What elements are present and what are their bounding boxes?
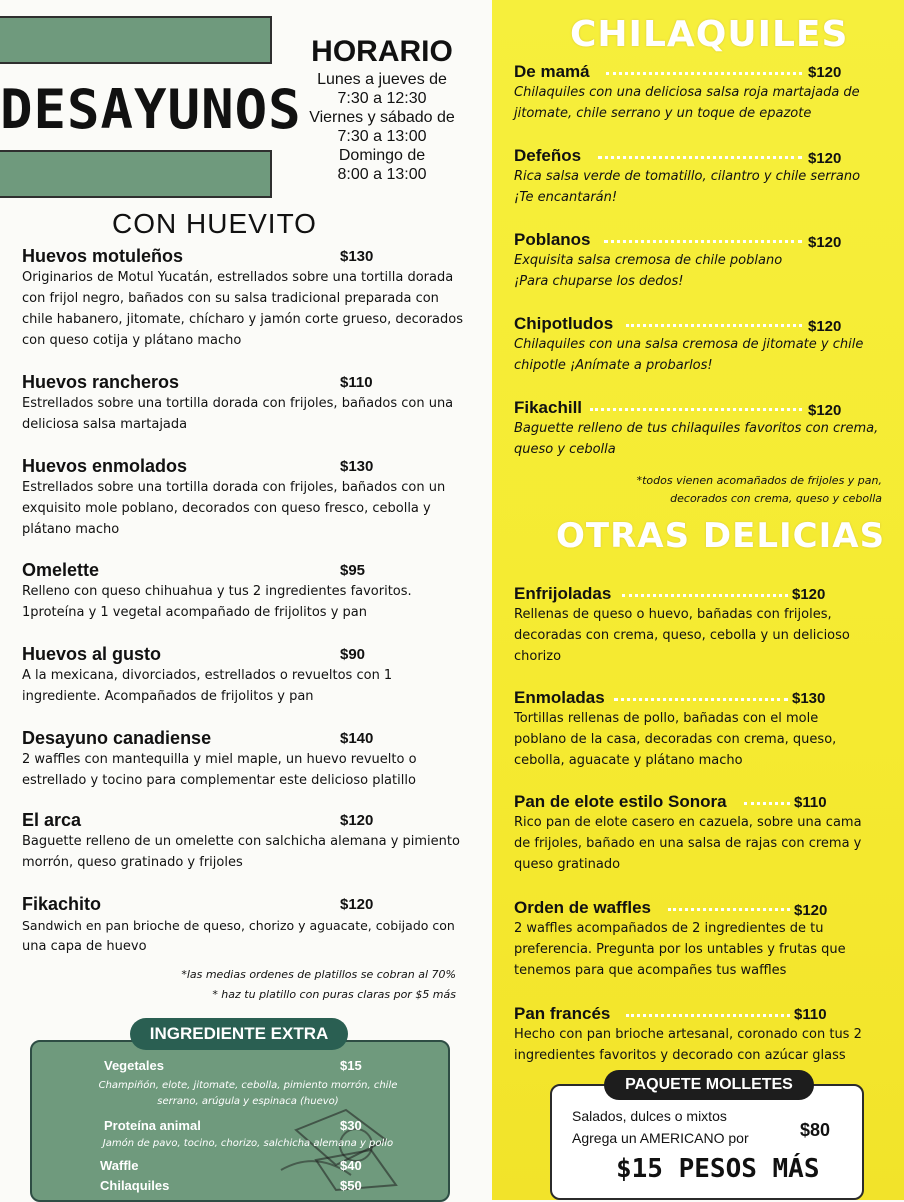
molletes-line1: Salados, dulces o mixtos <box>572 1108 727 1124</box>
green-banner-bottom <box>0 150 272 198</box>
item-price: $110 <box>794 794 827 811</box>
item-desc: 2 waffles acompañados de 2 ingredientes de tu <box>514 921 824 936</box>
item-name: Defeños <box>514 146 582 165</box>
menu-item <box>22 560 484 623</box>
ext-price: $15 <box>340 1058 362 1073</box>
item-desc: de frijoles, bañado en una salsa de rajas con crema y <box>514 836 862 851</box>
ext-name: Waffle <box>100 1158 139 1173</box>
item-price: $120 <box>808 150 842 167</box>
chilaquiles-title: CHILAQUILES <box>570 14 849 55</box>
item-name: Fikachito <box>22 894 102 914</box>
item-desc: con queso cotija y plátano macho <box>22 333 242 348</box>
paquete-molletes-title: PAQUETE MOLLETES <box>604 1070 814 1100</box>
menu-item <box>22 728 484 791</box>
item-desc: jitomate, chile serrano y un toque de epazote <box>514 106 812 121</box>
ext-price: $40 <box>340 1158 362 1173</box>
item-desc: cebolla, aguacate y plátano macho <box>514 753 743 768</box>
menu-item <box>514 230 894 292</box>
dot-leader <box>606 72 802 75</box>
horario-line: Lunes a jueves de <box>317 71 447 88</box>
item-name: Fikachill <box>514 398 583 417</box>
item-desc: 1proteína y 1 vegetal acompañado de frijolitos y pan <box>22 605 367 620</box>
item-desc: exquisito mole poblano, decorados con queso fresco, cebolla y <box>22 501 431 516</box>
right-column <box>492 0 904 1200</box>
item-desc: plátano macho <box>22 522 120 537</box>
note-chilaquiles: decorados con crema, queso y cebolla <box>670 492 882 505</box>
item-name: El arca <box>22 810 82 830</box>
dot-leader <box>622 594 788 597</box>
otras-delicias-title: OTRAS DELICIAS <box>556 516 886 556</box>
item-name: Desayuno canadiense <box>22 728 212 748</box>
item-desc: A la mexicana, divorciados, estrellados o revueltos con 1 <box>22 668 393 683</box>
item-name: Huevos motuleños <box>22 246 184 266</box>
green-banner-top <box>0 16 272 64</box>
item-name: Poblanos <box>514 230 591 249</box>
item-price: $95 <box>340 562 366 579</box>
item-price: $120 <box>794 902 828 919</box>
item-desc: Exquisita salsa cremosa de chile poblano <box>514 253 783 268</box>
menu-item <box>514 314 894 376</box>
item-price: $140 <box>340 730 374 747</box>
dot-leader <box>626 1014 790 1017</box>
item-desc: con frijol negro, bañados con su salsa tradicional preparada con <box>22 291 439 306</box>
dot-leader <box>604 240 802 243</box>
item-desc: Rica salsa verde de tomatillo, cilantro y chile serrano <box>514 169 861 184</box>
dot-leader <box>590 408 802 411</box>
menu-item <box>514 62 894 124</box>
item-desc: tenemos para que acompañes tus waffles <box>514 963 787 978</box>
note-claras: * haz tu platillo con puras claras por $5 más <box>212 988 456 1001</box>
item-name: Omelette <box>22 560 100 580</box>
item-desc: una capa de huevo <box>22 939 147 954</box>
item-price: $120 <box>808 234 842 251</box>
horario-title: HORARIO <box>311 35 453 68</box>
menu-item <box>22 810 484 873</box>
menu-item <box>514 792 894 875</box>
ext-desc <box>68 1078 428 1110</box>
item-desc: Hecho con pan brioche artesanal, coronado con tus 2 <box>514 1027 862 1042</box>
menu-item <box>514 584 894 667</box>
item-desc: chorizo <box>514 649 562 664</box>
dot-leader <box>598 156 802 159</box>
ext-desc-line: serrano, arúgula y espinaca (huevo) <box>157 1096 339 1107</box>
paquete-molletes-box <box>550 1084 864 1200</box>
menu-item <box>514 146 894 208</box>
item-desc: Rico pan de elote casero en cazuela, sobre una cama <box>514 815 862 830</box>
item-desc: chipotle ¡Anímate a probarlos! <box>514 358 713 373</box>
note-medias: *las medias ordenes de platillos se cobran al 70% <box>181 968 456 981</box>
ext-desc-line: Jamón de pavo, tocino, chorizo, salchicha alemana y pollo <box>102 1138 394 1149</box>
molletes-big-text: $15 PESOS MÁS <box>616 1154 820 1184</box>
dot-leader <box>744 802 790 805</box>
item-price: $120 <box>340 812 374 829</box>
ext-name: Chilaquiles <box>100 1178 170 1193</box>
menu-item <box>22 246 484 351</box>
menu-item <box>514 1004 894 1066</box>
ext-price: $30 <box>340 1118 362 1133</box>
item-desc: Estrellados sobre una tortilla dorada con frijoles, bañados con una <box>22 396 454 411</box>
item-desc: Estrellados sobre una tortilla dorada con frijoles, bañados con un <box>22 480 446 495</box>
dot-leader <box>614 698 788 701</box>
item-desc: estrellado y tocino para complementar este delicioso platillo <box>22 773 416 788</box>
item-desc: Baguette relleno de un omelette con salchicha alemana y pimiento <box>22 834 460 849</box>
molletes-price: $80 <box>800 1120 831 1140</box>
item-desc: ¡Para chuparse los dedos! <box>514 274 684 289</box>
item-desc: ingrediente. Acompañados de frijolitos y pan <box>22 689 314 704</box>
horario-line: Viernes y sábado de <box>309 109 455 126</box>
horario-line: 8:00 a 13:00 <box>337 166 427 183</box>
menu-item <box>22 456 484 540</box>
item-desc: Relleno con queso chihuahua y tus 2 ingredientes favoritos. <box>22 584 412 599</box>
item-price: $130 <box>340 248 374 265</box>
ext-name: Vegetales <box>104 1058 164 1073</box>
item-desc: preferencia. Pregunta por los untables y frutas que <box>514 942 846 957</box>
item-price: $120 <box>340 896 374 913</box>
item-desc: Originarios de Motul Yucatán, estrellados sobre una tortilla dorada <box>22 270 454 285</box>
item-price: $110 <box>794 1006 827 1023</box>
item-desc: Chilaquiles con una salsa cremosa de jitomate y chile <box>514 337 864 352</box>
item-price: $120 <box>808 318 842 335</box>
dot-leader <box>668 908 790 911</box>
item-price: $120 <box>808 64 842 81</box>
molletes-line2: Agrega un AMERICANO por <box>572 1130 749 1146</box>
menu-item <box>22 644 484 707</box>
menu-item <box>514 398 894 460</box>
item-desc: 2 waffles con mantequilla y miel maple, un huevo revuelto o <box>22 752 417 767</box>
item-desc: queso gratinado <box>514 857 621 872</box>
dot-leader <box>626 324 802 327</box>
item-name: Huevos al gusto <box>22 644 162 664</box>
item-name: Pan francés <box>514 1004 611 1023</box>
item-desc: Tortillas rellenas de pollo, bañadas con el mole <box>514 711 819 726</box>
horario-line: 7:30 a 12:30 <box>337 90 427 107</box>
menu-item <box>22 894 488 957</box>
item-desc: decoradas con crema, queso, cebolla y un delicioso <box>514 628 850 643</box>
item-name: Enfrijoladas <box>514 584 612 603</box>
item-desc: deliciosa salsa martajada <box>22 417 188 432</box>
item-desc: Rellenas de queso o huevo, bañadas con frijoles, <box>514 607 832 622</box>
ingrediente-extra-box <box>30 1040 450 1202</box>
item-desc: Baguette relleno de tus chilaquiles favoritos con crema, <box>514 421 879 436</box>
item-price: $90 <box>340 646 366 663</box>
item-desc: poblano de la casa, decoradas con crema, queso, <box>514 732 837 747</box>
menu-item <box>22 372 484 435</box>
item-desc: ¡Te encantarán! <box>514 190 618 205</box>
item-name: Enmoladas <box>514 688 605 707</box>
item-price: $110 <box>340 374 373 391</box>
item-name: Huevos enmolados <box>22 456 188 476</box>
menu-item <box>514 898 894 981</box>
ext-desc-line: Champiñón, elote, jitomate, cebolla, pimiento morrón, chile <box>98 1080 398 1091</box>
item-price: $120 <box>808 402 842 419</box>
desayunos-title: DESAYUNOS <box>0 78 302 141</box>
item-name: Orden de waffles <box>514 898 651 917</box>
item-desc: morrón, queso gratinado y frijoles <box>22 855 243 870</box>
item-name: Pan de elote estilo Sonora <box>514 792 727 811</box>
horario-line: Domingo de <box>338 147 426 164</box>
item-price: $130 <box>792 690 826 707</box>
item-price: $130 <box>340 458 374 475</box>
item-price: $120 <box>792 586 826 603</box>
item-desc: chile habanero, jitomate, chícharo y jamón corte grueso, decorados <box>22 312 463 327</box>
note-chilaquiles: *todos vienen acomañados de frijoles y pan, <box>636 474 882 487</box>
item-desc: Chilaquiles con una deliciosa salsa roja martajada de <box>514 85 860 100</box>
item-desc: queso y cebolla <box>514 442 616 457</box>
con-huevito-title: CON HUEVITO <box>112 208 317 239</box>
item-desc: ingredientes favoritos y decorado con azúcar glass <box>514 1048 846 1063</box>
item-name: Chipotludos <box>514 314 614 333</box>
item-name: Huevos rancheros <box>22 372 180 392</box>
ext-price: $50 <box>340 1178 362 1193</box>
menu-item <box>514 688 894 771</box>
horario-line: 7:30 a 13:00 <box>337 128 427 145</box>
item-name: De mamá <box>514 62 590 81</box>
ext-name: Proteína animal <box>104 1118 201 1133</box>
item-desc: Sandwich en pan brioche de queso, chorizo y aguacate, cobijado con <box>22 918 455 933</box>
horario-block <box>300 34 464 184</box>
ingrediente-extra-title: INGREDIENTE EXTRA <box>130 1018 348 1050</box>
